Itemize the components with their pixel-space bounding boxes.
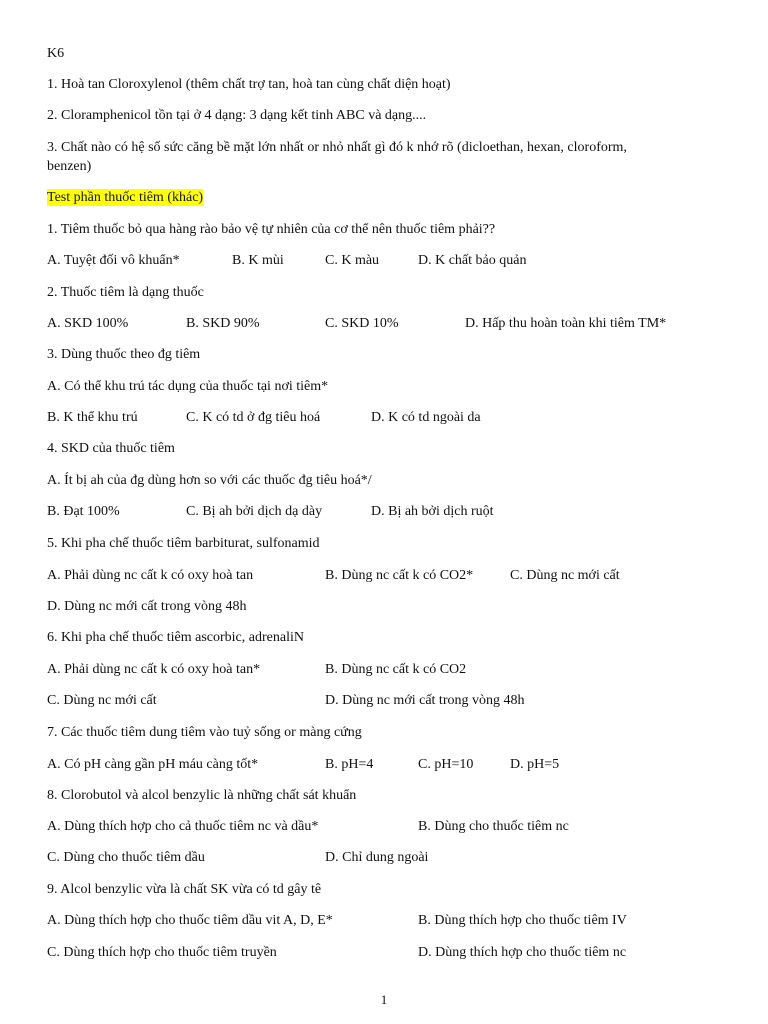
answer-option: A. Có thể khu trú tác dụng của thuốc tại nơi tiêm* [47,379,329,394]
answer-option: B. K mùi [232,253,284,268]
answer-option: B. Dùng thích hợp cho thuốc tiêm IV [418,913,627,928]
answer-option: D. Dùng nc mới cất trong vòng 48h [47,599,247,614]
answer-option: A. Có pH càng gần pH máu càng tốt* [47,757,259,772]
answer-option: C. pH=10 [418,757,474,772]
answer-option: D. Chỉ dung ngoài [325,850,429,865]
answer-option: B. Dùng nc cất k có CO2* [325,568,474,583]
doc-header: K6 [47,46,65,61]
question: 7. Các thuốc tiêm dung tiêm vào tuỷ sống or màng cứng [47,725,362,740]
answer-option: D. Bị ah bởi dịch ruột [371,504,494,519]
answer-option: C. Dùng cho thuốc tiêm dầu [47,850,205,865]
answer-option: D. Dùng thích hợp cho thuốc tiêm nc [418,945,627,960]
answer-option: B. Dùng nc cất k có CO2 [325,662,467,677]
answer-option: A. Phải dùng nc cất k có oxy hoà tan* [47,662,261,677]
answer-option: C. Dùng thích hợp cho thuốc tiêm truyền [47,945,277,960]
answer-option: B. Dùng cho thuốc tiêm nc [418,819,569,834]
section-title: Test phần thuốc tiêm (khác) [47,190,204,205]
answer-option: A. Phải dùng nc cất k có oxy hoà tan [47,568,254,583]
answer-option: A. Dùng thích hợp cho cả thuốc tiêm nc và dầu* [47,819,319,834]
intro-line: 1. Hoà tan Cloroxylenol (thêm chất trợ tan, hoà tan cùng chất diện hoạt) [47,77,451,92]
answer-option: B. K thể khu trú [47,410,138,425]
question: 1. Tiêm thuốc bỏ qua hàng rào bảo vệ tự nhiên của cơ thể nên thuốc tiêm phải?? [47,222,496,237]
answer-option: A. Ít bị ah của đg dùng hơn so với các thuốc đg tiêu hoá*/ [47,473,372,488]
answer-option: D. pH=5 [510,757,560,772]
question: 6. Khi pha chế thuốc tiêm ascorbic, adrenaliN [47,630,304,645]
answer-option: D. K chất bảo quản [418,253,527,268]
answer-option: B. Đạt 100% [47,504,120,519]
answer-option: C. Dùng nc mới cất [47,693,157,708]
page-number: 1 [380,992,388,1007]
intro-line: benzen) [47,159,92,174]
question: 9. Alcol benzylic vừa là chất SK vừa có td gây tê [47,882,322,897]
answer-option: A. SKD 100% [47,316,129,331]
intro-line: 2. Cloramphenicol tồn tại ở 4 dạng: 3 dạng kết tinh ABC và dạng.... [47,108,427,123]
answer-option: B. SKD 90% [186,316,260,331]
intro-line: 3. Chất nào có hệ số sức căng bề mặt lớn nhất or nhỏ nhất gì đó k nhớ rõ (dicloethan, hexan, cloroform, [47,140,627,155]
answer-option: D. Dùng nc mới cất trong vòng 48h [325,693,525,708]
answer-option: B. pH=4 [325,757,374,772]
answer-option: C. Bị ah bởi dịch dạ dày [186,504,323,519]
answer-option: D. K có td ngoài da [371,410,481,425]
answer-option: C. K màu [325,253,380,268]
question: 4. SKD của thuốc tiêm [47,441,175,456]
answer-option: A. Tuyệt đối vô khuẩn* [47,253,180,268]
answer-option: C. SKD 10% [325,316,399,331]
question: 8. Clorobutol và alcol benzylic là những chất sát khuẩn [47,788,357,803]
question: 5. Khi pha chế thuốc tiêm barbiturat, sulfonamid [47,536,320,551]
answer-option: D. Hấp thu hoàn toàn khi tiêm TM* [465,316,667,331]
question: 3. Dùng thuốc theo đg tiêm [47,347,201,362]
answer-option: A. Dùng thích hợp cho thuốc tiêm dầu vit A, D, E* [47,913,333,928]
answer-option: C. K có td ở đg tiêu hoá [186,410,321,425]
question: 2. Thuốc tiêm là dạng thuốc [47,285,204,300]
answer-option: C. Dùng nc mới cất [510,568,620,583]
